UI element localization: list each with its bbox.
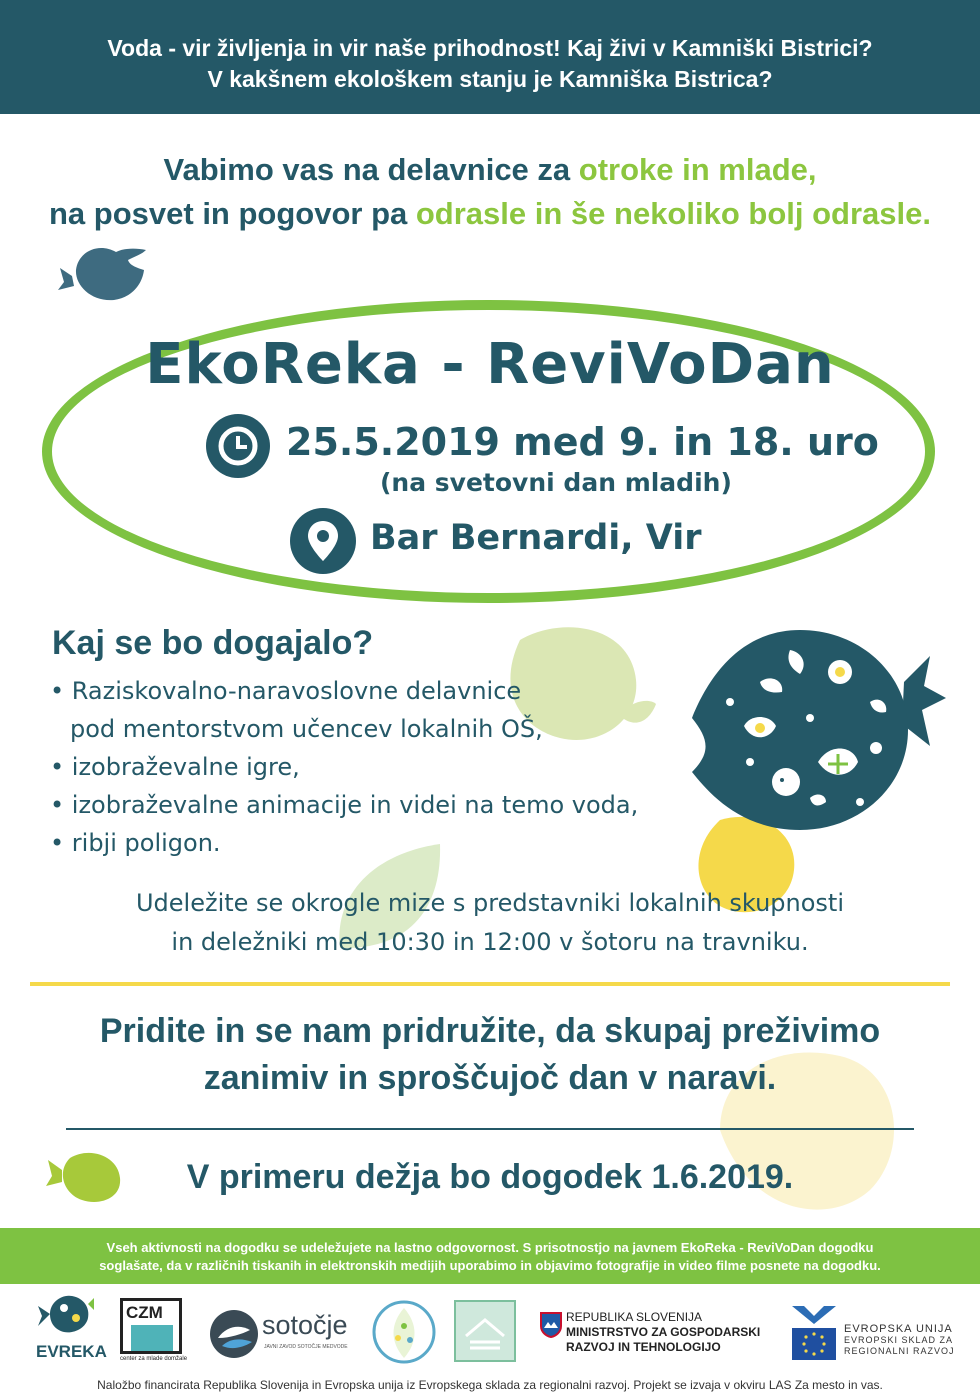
czm-text: CZM xyxy=(126,1303,163,1322)
list-item: • ribji poligon. xyxy=(50,829,221,857)
disclaimer-bar xyxy=(0,1228,980,1284)
sotocje-subtext: JAVNI ZAVOD SOTOČJE MEDVODE xyxy=(264,1344,348,1350)
program-heading: Kaj se bo dogajalo? xyxy=(52,624,374,662)
dark-divider xyxy=(66,1128,914,1130)
ministry-line-3: RAZVOJ IN TEHNOLOGIJO xyxy=(566,1340,721,1354)
roundtable-line-1: Udeležite se okrogle mize s predstavniki lokalnih skupnosti xyxy=(135,889,845,917)
list-item: pod mentorstvom učencev lokalnih OŠ, xyxy=(70,715,543,743)
header-line-2: V kakšnem ekološkem stanju je Kamniška Bistrica? xyxy=(207,66,773,92)
czm-logo xyxy=(120,1298,190,1368)
disclaimer-line-1: Vseh aktivnosti na dogodku se udeležujete na lastno odgovornost. S prisotnostjo na javnem EkoReka - ReviVoDan dogodku xyxy=(106,1240,874,1255)
ministry-line-2: MINISTRSTVO ZA GOSPODARSKI xyxy=(566,1325,761,1339)
funding-footer: Naložbo financirata Republika Slovenija in Evropska unija iz Evropskega sklada za regionalni razvoj. Projekt se izvaja v okviru LAS Za mesto in vas. xyxy=(97,1378,883,1392)
roundtable-line-2: in deležniki med 10:30 in 12:00 v šotoru na travniku. xyxy=(171,928,809,956)
eu-line-3: REGIONALNI RAZVOJ xyxy=(844,1346,955,1356)
event-date-note: (na svetovni dan mladih) xyxy=(380,468,732,497)
list-item: • izobraževalne animacije in videi na temo voda, xyxy=(50,791,639,819)
czm-subtext: center za mlade domžale xyxy=(120,1356,188,1362)
zavod-eviva-logo-icon xyxy=(368,1296,440,1368)
eu-logo xyxy=(790,1304,955,1364)
small-fish-icon xyxy=(58,246,150,306)
list-item: • Raziskovalno-naravoslovne delavnice xyxy=(50,677,522,705)
disclaimer-line-2: soglašate, da v različnih tiskanih in elektronskih medijih uporabimo in objavimo fotografije in video filme posnete na dogodku. xyxy=(99,1258,881,1273)
join-line-2: zanimiv in sproščujoč dan v naravi. xyxy=(203,1059,777,1097)
program-list xyxy=(50,672,638,862)
ministry-line-1: REPUBLIKA SLOVENIJA xyxy=(566,1310,703,1324)
decorative-fish-icon xyxy=(690,622,952,838)
invite-text-2a: na posvet in pogovor pa xyxy=(49,196,416,231)
header-line-1: Voda - vir življenja in vir naše prihodnost! Kaj živi v Kamniški Bistrici? xyxy=(107,35,873,61)
event-location: Bar Bernardi, Vir xyxy=(370,518,702,558)
roundtable-text xyxy=(0,884,980,962)
ministry-text xyxy=(566,1310,760,1355)
eu-text xyxy=(844,1324,955,1357)
yellow-divider xyxy=(30,982,950,986)
evreka-text: EVREKA xyxy=(36,1342,107,1361)
invitation-text xyxy=(0,148,980,236)
invite-text-1b: otroke in mlade, xyxy=(578,152,817,187)
czm-building-icon xyxy=(131,1325,173,1351)
event-date: 25.5.2019 med 9. in 18. uro xyxy=(286,420,879,464)
event-title: EkoReka - ReviVoDan xyxy=(145,332,835,397)
ministry-logo xyxy=(540,1310,761,1360)
invite-text-1a: Vabimo vas na delavnice za xyxy=(163,152,579,187)
eu-line-1: EVROPSKA UNIJA xyxy=(844,1323,953,1335)
eu-flag-icon xyxy=(790,1304,838,1362)
sotocje-logo xyxy=(208,1304,358,1364)
join-invitation xyxy=(0,1008,980,1102)
header-banner xyxy=(0,0,980,114)
evreka-logo xyxy=(36,1292,107,1366)
sotocje-drop-icon xyxy=(208,1308,260,1360)
las-logo xyxy=(454,1300,516,1362)
invite-text-2b: odrasle in še nekoliko bolj odrasle. xyxy=(415,196,931,231)
list-item: • izobraževalne igre, xyxy=(50,753,300,781)
rain-note: V primeru dežja bo dogodek 1.6.2019. xyxy=(186,1158,794,1196)
house-icon xyxy=(456,1302,514,1360)
location-pin-icon xyxy=(290,508,356,574)
eu-line-2: EVROPSKI SKLAD ZA xyxy=(844,1335,954,1345)
clock-icon xyxy=(206,414,270,478)
sotocje-text: sotočje xyxy=(262,1310,348,1340)
slovenia-crest-icon xyxy=(540,1312,562,1338)
join-line-1: Pridite in se nam pridružite, da skupaj preživimo xyxy=(99,1012,881,1050)
evreka-fish-icon xyxy=(36,1292,96,1336)
